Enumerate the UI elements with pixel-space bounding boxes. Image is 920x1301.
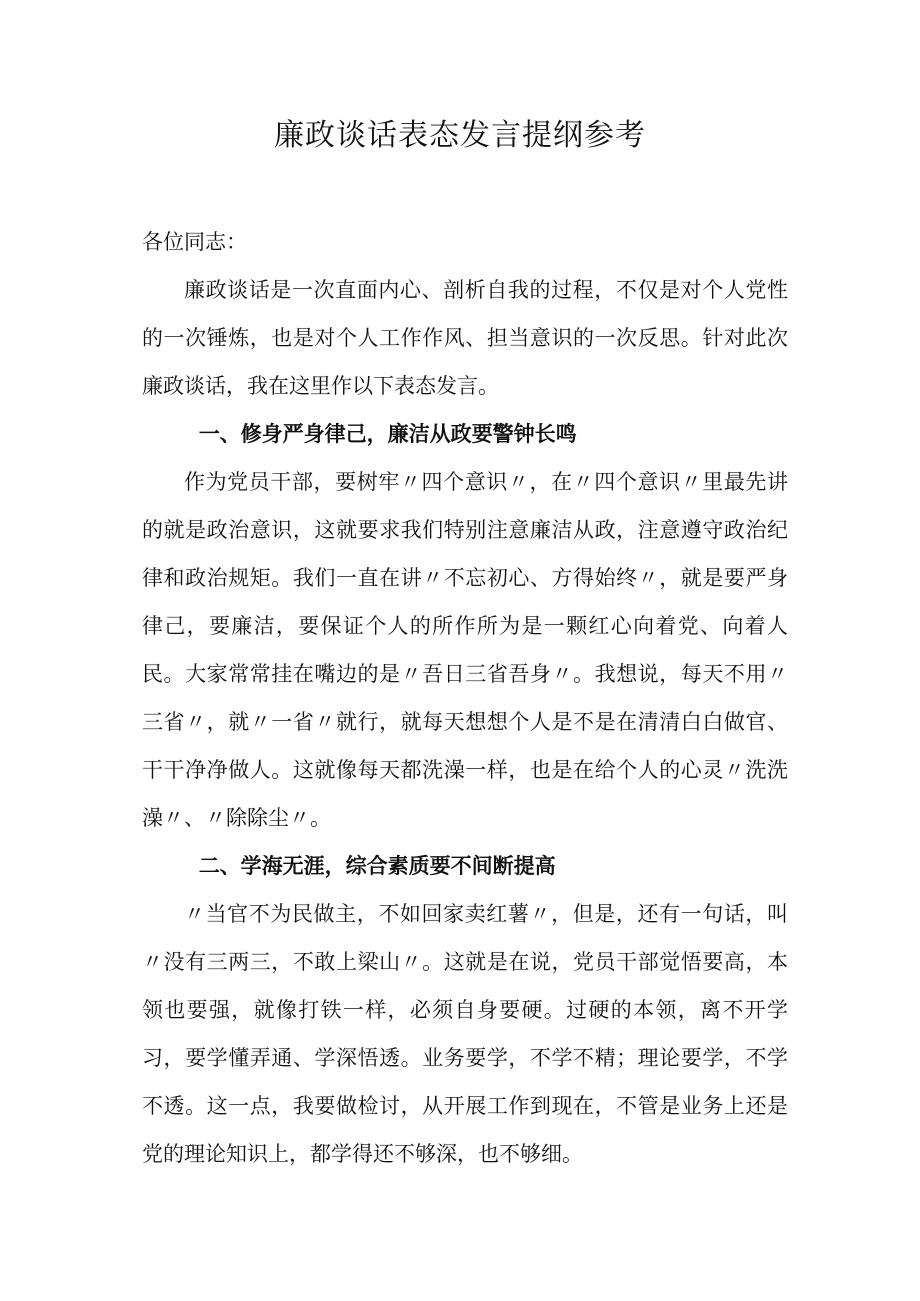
section-heading-2: 二、学海无涯，综合素质要不间断提高	[198, 854, 556, 878]
salutation: 各位同志：	[142, 230, 247, 254]
section-paragraph-2: 〃当官不为民做主，不如回家卖红薯〃，但是，还有一句话，叫〃没有三两三，不敢上梁山〃。这就是在说，党员干部觉悟要高，本领也要强，就像打铁一样，必须自身要硬。过硬的本领，离不开学习，要学懂弄通、学深悟透。业务要学，不学不精；理论要学，不学不透。这一点，我要做检讨，从开展工作到现在，不管是业务上还是党的理论知识上，都学得还不够深，也不够细。	[142, 902, 788, 1166]
intro-paragraph: 廉政谈话是一次直面内心、剖析自我的过程，不仅是对个人党性的一次锤炼，也是对个人工作作风、担当意识的一次反思。针对此次廉政谈话，我在这里作以下表态发言。	[142, 278, 788, 398]
section-heading-1: 一、修身严身律己，廉洁从政要警钟长鸣	[198, 422, 577, 446]
document-body	[142, 218, 788, 1178]
section-paragraph-1: 作为党员干部，要树牢〃四个意识〃，在〃四个意识〃里最先讲的就是政治意识，这就要求我们特别注意廉洁从政，注意遵守政治纪律和政治规矩。我们一直在讲〃不忘初心、方得始终〃，就是要严身律己，要廉洁，要保证个人的所作所为是一颗红心向着党、向着人民。大家常常挂在嘴边的是〃吾日三省吾身〃。我想说，每天不用〃三省〃，就〃一省〃就行，就每天想想个人是不是在清清白白做官、干干净净做人。这就像每天都洗澡一样，也是在给个人的心灵〃洗洗澡〃、〃除除尘〃。	[142, 470, 788, 830]
document-title: 廉政谈话表态发言提纲参考	[274, 118, 646, 153]
